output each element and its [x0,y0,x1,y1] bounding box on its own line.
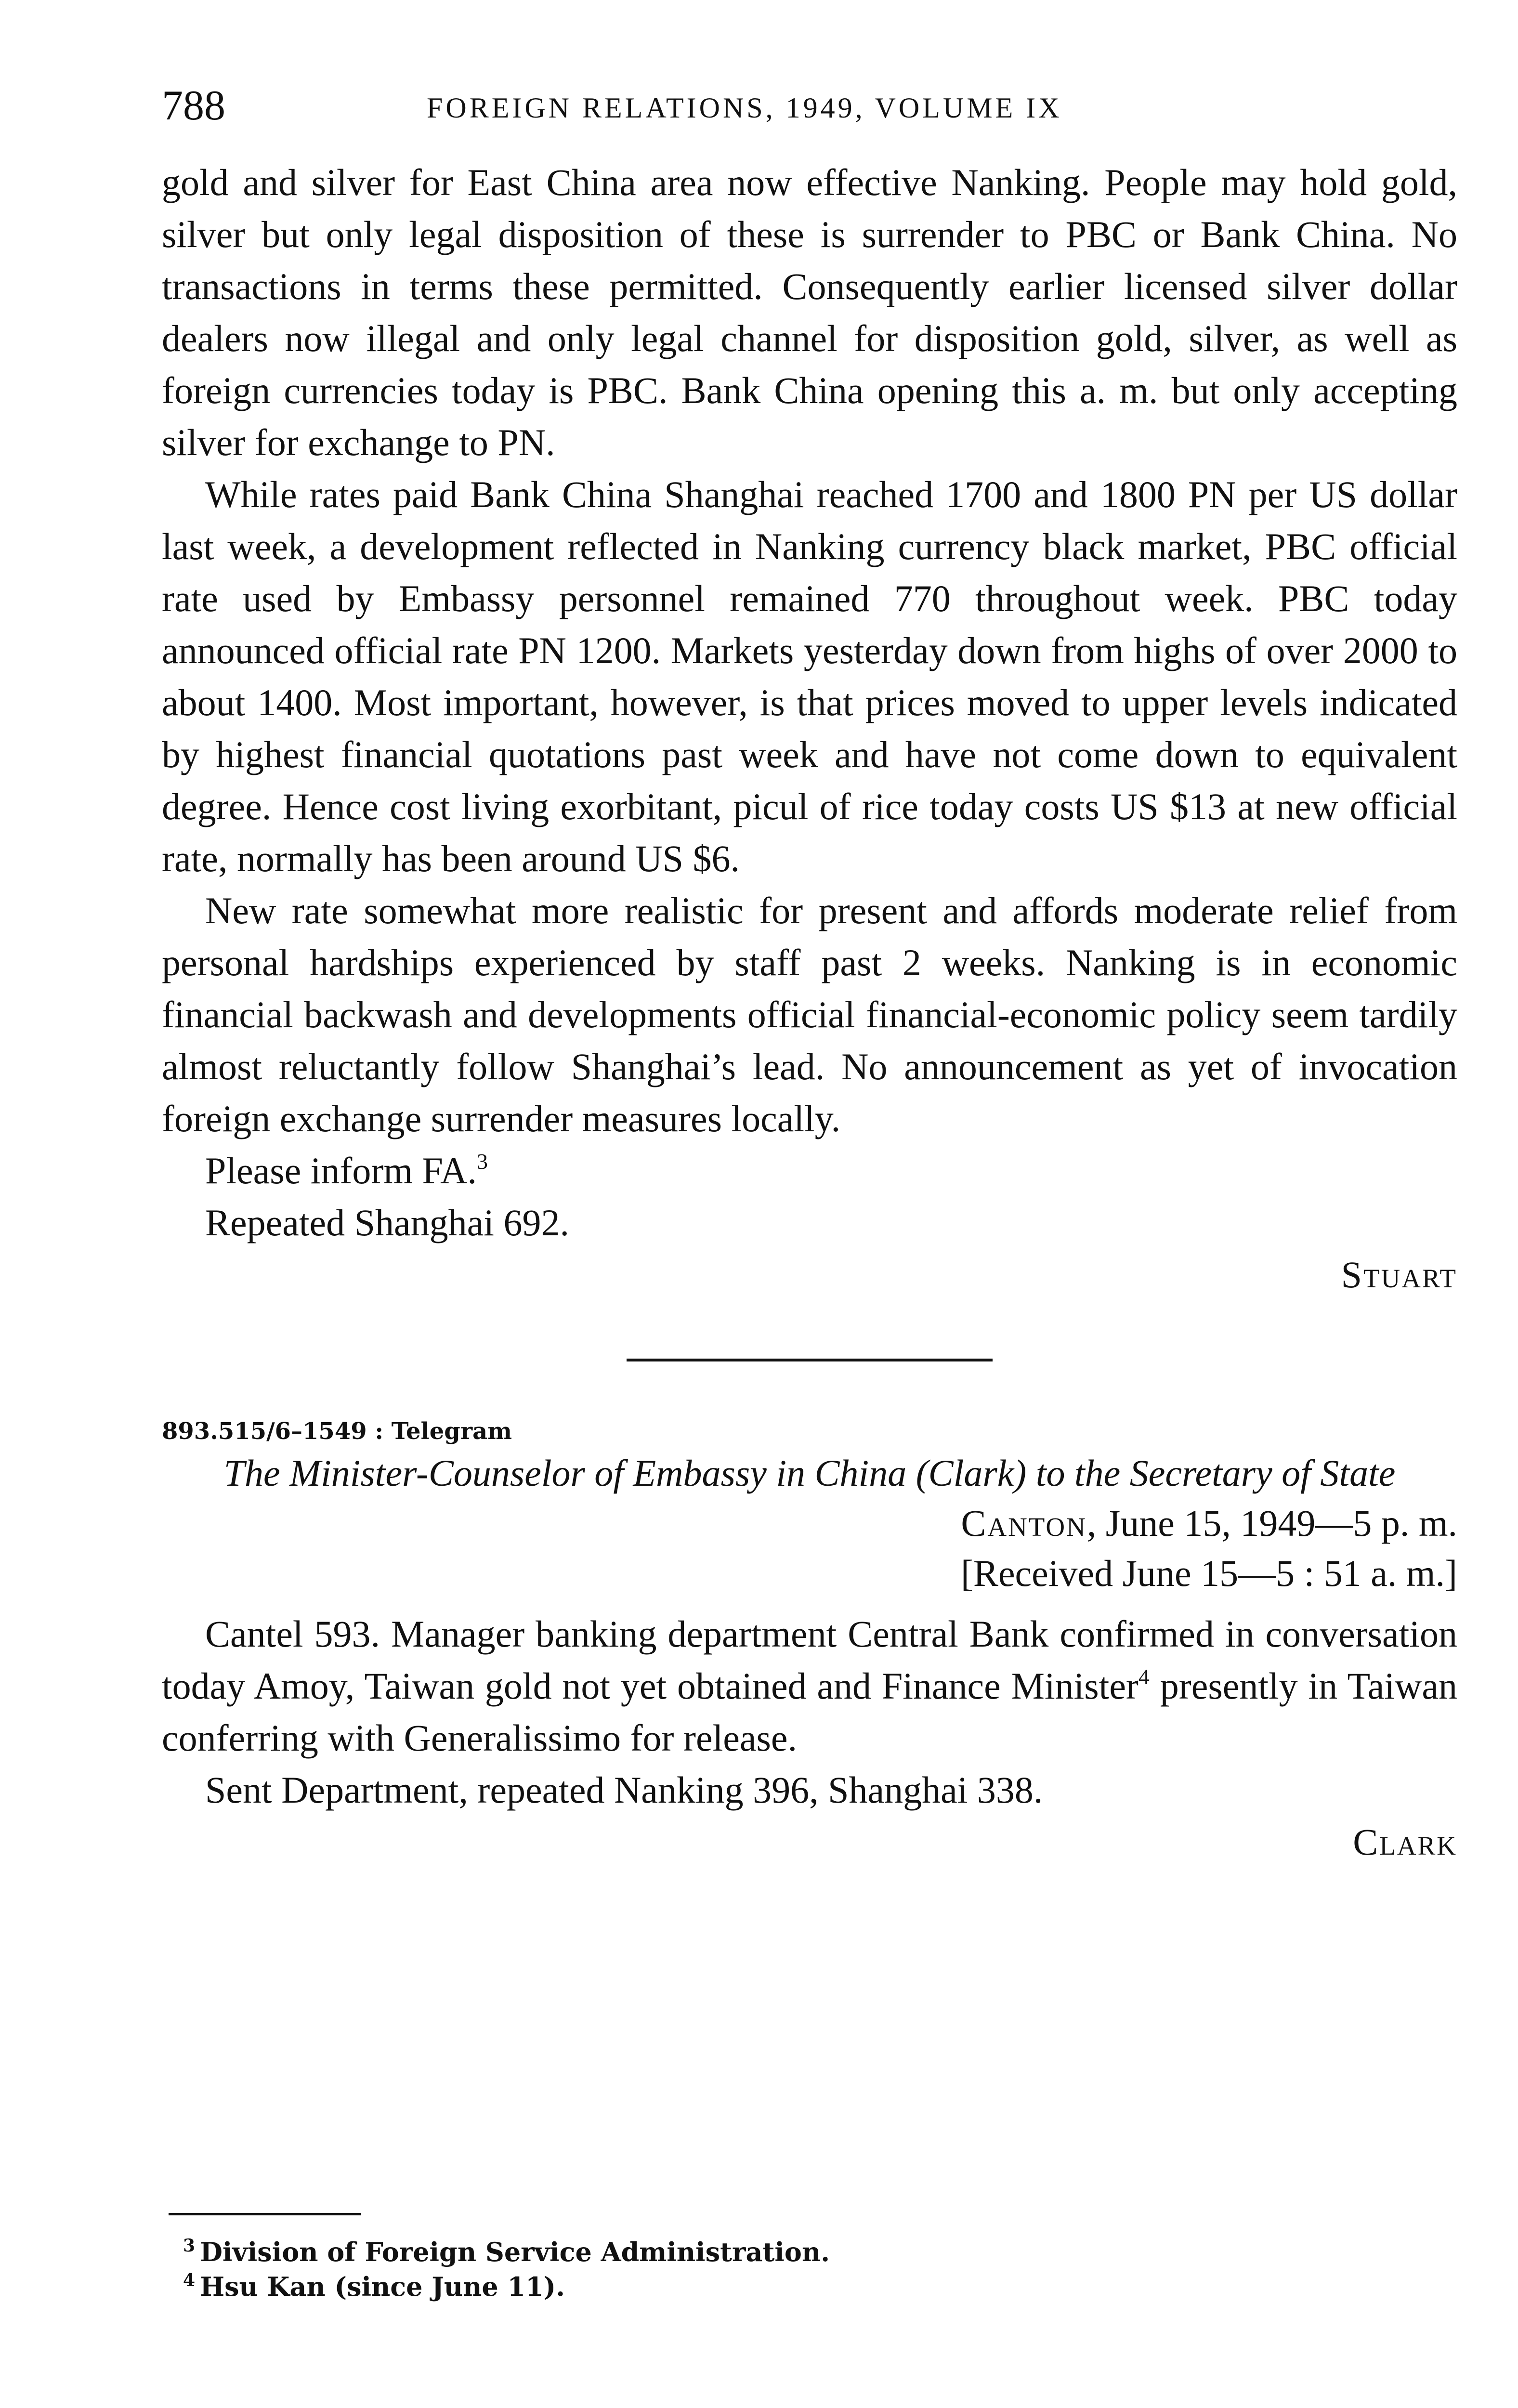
paragraph: New rate somewhat more realistic for present and affords moderate relief from personal hardships experienced by staff past 2 weeks. Nanking is in economic financial backwash and developments official financial-economic policy seem tardily almost reluctantly follow Shanghai’s lead. No announcement as yet of invocation foreign exchange surrender measures locally. [162,890,1457,1139]
paragraph: While rates paid Bank China Shanghai reached 1700 and 1800 PN per US dollar last week, a development reflected in Nanking currency black market, PBC official rate used by Embassy personnel remained 770 throughout week. PBC today announced official rate PN 1200. Markets yesterday down from highs of over 2000 to about 1400. Most important, however, is that prices moved to upper levels indicated by highest financial quotations past week and have not come down to equivalent degree. Hence cost living exorbitant, picul of rice today costs US $13 at new official rate, normally has been around US $6. [162,473,1457,879]
dateline-date: , June 15, 1949—5 p. m. [1086,1502,1457,1544]
footnote [183,2235,1435,2269]
footnote-mark: 4 [183,2270,196,2290]
footnote-text: Division of Foreign Service Administration. [200,2237,830,2267]
section-divider [627,1359,993,1361]
running-head: FOREIGN RELATIONS, 1949, VOLUME IX [427,92,1062,124]
telegram-clark [162,1414,1457,1868]
received-line: [Received June 15—5 : 51 a. m.] [960,1552,1457,1594]
dateline-city: Canton [961,1502,1087,1544]
paragraph: gold and silver for East China area now effective Nanking. People may hold gold, silver but only legal disposition of these is surrender to PBC or Bank China. No transactions in terms these permitted. Consequently earlier licensed silver dollar dealers now illegal and only legal channel for disposition gold, silver, as well as foreign currencies today is PBC. Bank China opening this a. m. but only accepting silver for exchange to PN. [162,161,1457,463]
paragraph: Repeated Shanghai 692. [205,1202,569,1243]
footnote [183,2269,1435,2304]
paragraph [162,1145,1457,1197]
dateline [162,1498,1457,1548]
footnote-ref: 3 [476,1149,488,1174]
page-body [162,157,1457,1868]
paragraph: Sent Department, repeated Nanking 396, Shanghai 338. [205,1769,1043,1811]
page-number: 788 [162,82,225,129]
footnote-mark: 3 [183,2236,196,2256]
footnote-ref: 4 [1138,1664,1150,1689]
page-header [162,79,1457,132]
signature: Clark [1353,1821,1457,1863]
paragraph-text: presently in Taiwan conferring with Generalissimo for release. [162,1665,1457,1759]
paragraph-text: Please inform FA. [205,1150,477,1191]
signature: Stuart [1341,1254,1457,1296]
footnotes [183,2235,1435,2304]
telegram-stuart [162,157,1457,1301]
footnote-text: Hsu Kan (since June 11). [200,2271,565,2302]
document-title: The Minister-Counselor of Embassy in China (Clark) to the Secretary of State [223,1452,1396,1494]
paragraph [162,1608,1457,1764]
file-reference: 893.515/6–1549 : Telegram [162,1418,512,1445]
paragraph-text: Cantel 593. Manager banking department Central Bank confirmed in conversation today Amoy, Taiwan gold not yet obtained and Finance Minister [162,1613,1457,1707]
footnote-divider [169,2213,361,2215]
